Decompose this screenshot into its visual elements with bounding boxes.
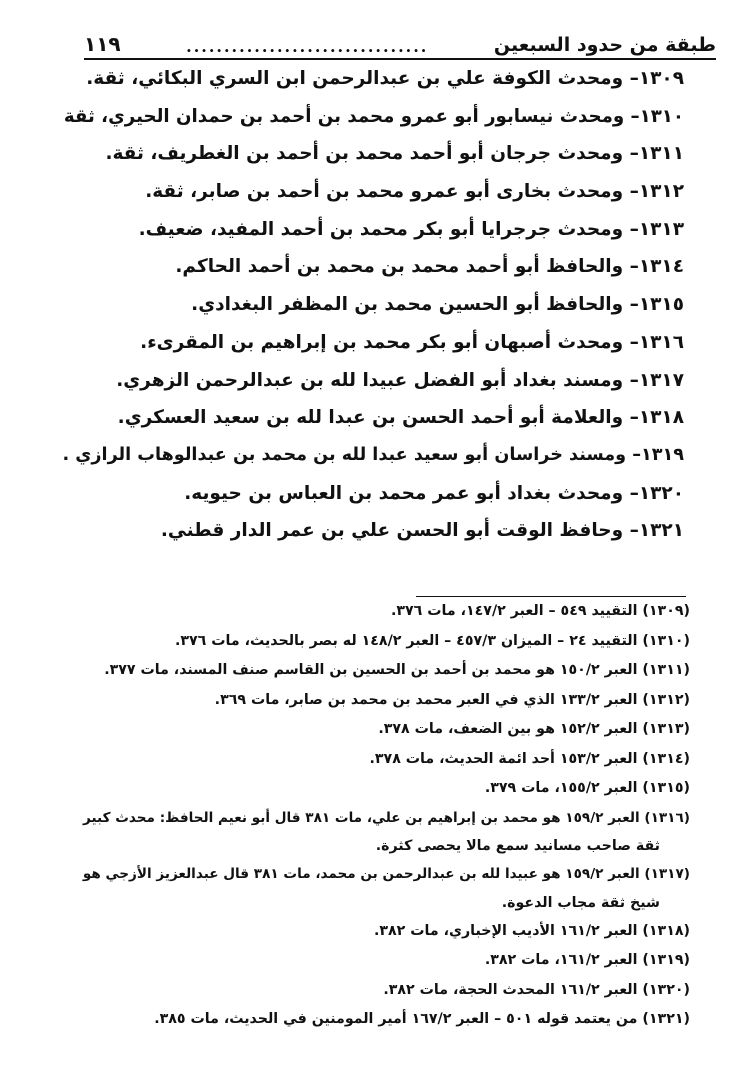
footnote-1320: (١٣٢٠) العبر ١٦١/٢ المحدث الحجة، مات ٣٨٢. xyxy=(383,981,690,998)
footnote-1321: (١٣٢١) من يعتمد قوله ٥٠١ – العبر ١٦٧/٢ أمير المومنين في الحديث، مات ٣٨٥. xyxy=(154,1011,690,1027)
entry-1309: ١٣٠٩– ومحدث الكوفة علي بن عبدالرحمن ابن السري البكائي، ثقة. xyxy=(86,68,684,89)
entry-1311: ١٣١١– ومحدث جرجان أبو أحمد محمد بن أحمد بن الغطريف، ثقة. xyxy=(105,143,684,165)
footnote-1310: (١٣١٠) التقييد ٢٤ – الميزان ٤٥٧/٣ – العبر ١٤٨/٢ له بصر بالحديث، مات ٣٧٦. xyxy=(174,632,690,649)
footnote-1313: (١٣١٣) العبر ١٥٢/٢ هو بين الضعف، مات ٣٧٨. xyxy=(378,721,690,737)
entry-1313: ١٣١٣– ومحدث جرجرايا أبو بكر محمد بن أحمد المفيد، ضعيف. xyxy=(138,218,684,240)
entry-1312: ١٣١٢– ومحدث بخارى أبو عمرو محمد بن أحمد بن صابر، ثقة. xyxy=(145,181,684,203)
entry-1310: ١٣١٠– ومحدث نيسابور أبو عمرو محمد بن أحمد بن حمدان الحيري، ثقة xyxy=(63,105,684,127)
entry-1316: ١٣١٦– ومحدث أصبهان أبو بكر محمد بن إبراهيم بن المقرىء. xyxy=(140,331,684,353)
entry-1318: ١٣١٨– والعلامة أبو أحمد الحسن بن عبدا لله بن سعيد العسكري. xyxy=(117,407,684,429)
footnote-1316-continuation: ثقة صاحب مسانيد سمع مالا يحصى كثرة. xyxy=(375,838,660,854)
entry-1319: ١٣١٩– ومسند خراسان أبو سعيد عبدا لله بن محمد بن عبدالوهاب الرازي . xyxy=(62,444,684,465)
footnote-1311: (١٣١١) العبر ١٥٠/٢ هو محمد بن أحمد بن الحسين بن القاسم صنف المسند، مات ٣٧٧. xyxy=(104,662,690,678)
footnotes xyxy=(72,597,690,1035)
page-header xyxy=(84,28,716,60)
footnote-1312: (١٣١٢) العبر ١٣٣/٢ الذي في العبر محمد بن محمد بن صابر، مات ٣٦٩. xyxy=(214,691,690,708)
entry-1320: ١٣٢٠– ومحدث بغداد أبو عمر محمد بن العباس بن حيويه. xyxy=(184,482,684,504)
footnote-1318: (١٣١٨) العبر ١٦١/٢ الأديب الإخباري، مات ٣٨٢. xyxy=(373,922,690,939)
header-leader-dots: ................................ xyxy=(186,37,429,56)
footnote-1314: (١٣١٤) العبر ١٥٣/٢ أحد ائمة الحديث، مات ٣٧٨. xyxy=(369,750,690,767)
entry-1321: ١٣٢١– وحافظ الوقت أبو الحسن علي بن عمر الدار قطني. xyxy=(160,520,684,542)
footnote-1317: (١٣١٧) العبر ١٥٩/٢ هو عبيدا لله بن عبدالرحمن بن محمد، مات ٣٨١ قال عبدالعزيز الأزجي هو xyxy=(82,866,690,882)
footnote-1317-continuation: شيخ ثقة مجاب الدعوة. xyxy=(501,894,660,911)
entry-1317: ١٣١٧– ومسند بغداد أبو الفضل عبيدا لله بن عبدالرحمن الزهري. xyxy=(116,369,684,391)
footnote-1316: (١٣١٦) العبر ١٥٩/٢ هو محمد بن إبراهيم بن علي، مات ٣٨١ قال أبو نعيم الحافظ: محدث كبير xyxy=(83,809,690,826)
entry-1315: ١٣١٥– والحافظ أبو الحسين محمد بن المظفر البغدادي. xyxy=(191,294,684,316)
entry-list xyxy=(60,60,684,550)
footnote-1309: (١٣٠٩) التقييد ٥٤٩ – العبر ١٤٧/٢، مات ٣٧٦. xyxy=(390,603,690,619)
chapter-title: طبقة من حدود السبعين xyxy=(493,34,716,56)
entry-1314: ١٣١٤– والحافظ أبو أحمد محمد بن محمد بن أحمد الحاكم. xyxy=(175,256,684,278)
footnote-1315: (١٣١٥) العبر ١٥٥/٢، مات ٣٧٩. xyxy=(484,780,690,796)
page-number: ١١٩ xyxy=(84,32,121,56)
footnote-1319: (١٣١٩) العبر ١٦١/٢، مات ٣٨٢. xyxy=(484,952,690,968)
